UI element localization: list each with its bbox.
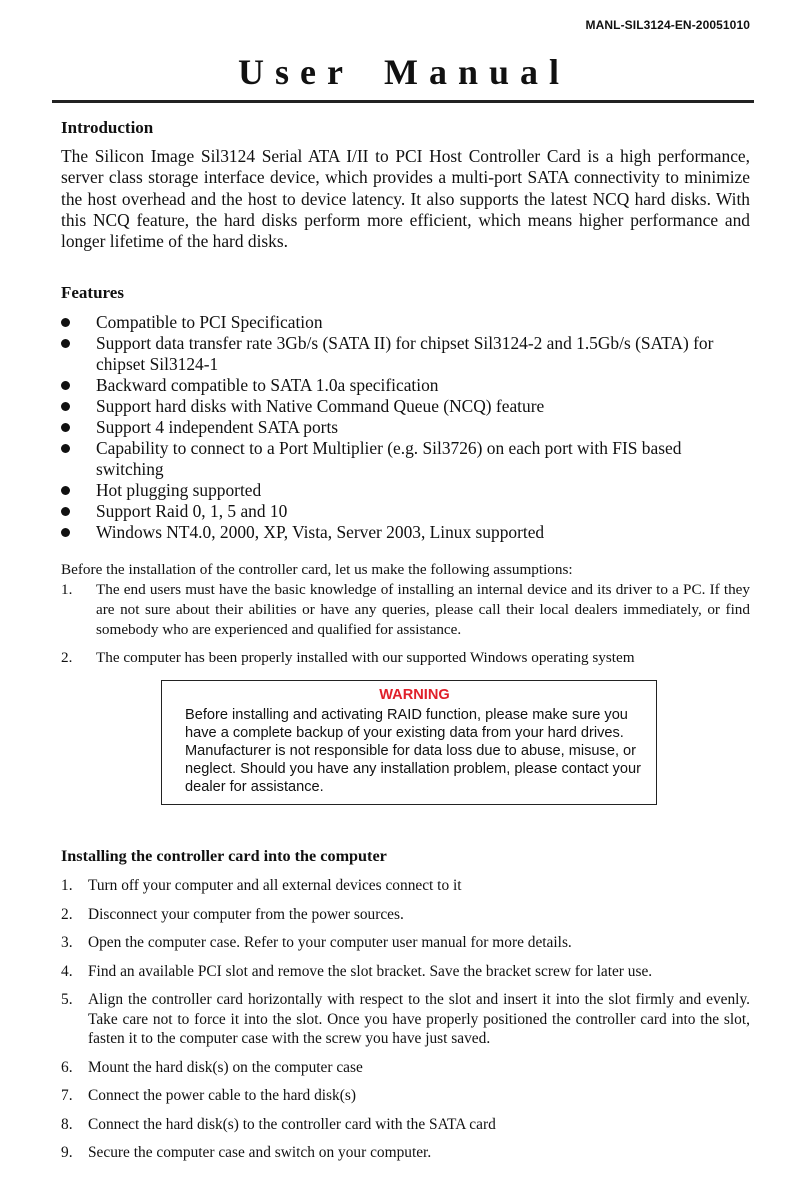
step-number: 5. [61, 991, 73, 1009]
step-number: 2. [61, 905, 73, 923]
feature-item [61, 480, 750, 501]
step-item [61, 1086, 750, 1106]
feature-text: Backward compatible to SATA 1.0a specification [96, 375, 439, 396]
features-section [61, 281, 750, 543]
feature-text: Capability to connect to a Port Multiplier (e.g. Sil3726) on each port with FIS based switching [96, 438, 682, 480]
introduction-heading: Introduction [61, 118, 154, 137]
step-text: Secure the computer case and switch on your computer. [88, 1144, 432, 1162]
step-text: Find an available PCI slot and remove the slot bracket. Save the bracket screw for later use. [88, 962, 653, 980]
bullet-icon [61, 318, 70, 327]
bullet-icon [61, 528, 70, 537]
feature-item [61, 312, 750, 333]
feature-text: Support data transfer rate 3Gb/s (SATA II) for chipset Sil3124-2 and 1.5Gb/s (SATA) for chipset Sil3124-1 [96, 333, 714, 375]
assumptions-section [61, 560, 750, 668]
feature-item [61, 501, 750, 522]
feature-item [61, 333, 750, 375]
assumption-number: 1. [61, 581, 73, 599]
step-item [61, 1143, 750, 1163]
assumptions-list [61, 580, 750, 668]
warning-body: Before installing and activating RAID function, please make sure you have a complete backup of your existing data from your hard drives. Manufacturer is not responsible for data loss due to abuse, misuse, or neglect. Should you have any installation problem, please contact your dealer for assistance. [185, 707, 641, 796]
feature-text: Support 4 independent SATA ports [96, 417, 339, 438]
features-heading: Features [61, 283, 124, 303]
feature-text: Hot plugging supported [96, 480, 262, 501]
step-item [61, 876, 750, 896]
title-word-manual: Manual [383, 52, 570, 92]
bullet-icon [61, 444, 70, 453]
feature-text: Support Raid 0, 1, 5 and 10 [96, 501, 288, 522]
step-number: 1. [61, 877, 73, 895]
step-item [61, 1115, 750, 1135]
feature-item [61, 417, 750, 438]
step-number: 7. [61, 1087, 73, 1105]
title-divider [52, 100, 754, 103]
step-number: 3. [61, 934, 73, 952]
step-item [61, 990, 750, 1049]
bullet-icon [61, 381, 70, 390]
feature-item [61, 396, 750, 417]
assumptions-intro: Before the installation of the controller card, let us make the following assumptions: [61, 561, 573, 579]
bullet-icon [61, 486, 70, 495]
step-item [61, 905, 750, 925]
feature-item [61, 522, 750, 543]
document-body [61, 116, 750, 1163]
bullet-icon [61, 402, 70, 411]
warning-title: WARNING [379, 687, 450, 704]
installing-heading: Installing the controller card into the computer [61, 847, 387, 866]
step-item [61, 1058, 750, 1078]
step-number: 8. [61, 1115, 73, 1133]
step-number: 9. [61, 1144, 73, 1162]
bullet-icon [61, 339, 70, 348]
feature-text: Compatible to PCI Specification [96, 312, 323, 333]
installation-steps [61, 876, 750, 1163]
step-item [61, 933, 750, 953]
feature-item [61, 438, 750, 480]
installing-section [61, 844, 750, 1163]
assumption-item [61, 648, 750, 668]
features-list [61, 312, 750, 543]
introduction-section [61, 116, 750, 252]
introduction-paragraph: The Silicon Image Sil3124 Serial ATA I/II to PCI Host Controller Card is a high performance, server class storage interface device, which provides a multi-port SATA connectivity to minimize the host overhead and the host to device latency. It also supports the latest NCQ hard disks. With this NCQ feature, the hard disks perform more efficient, which means higher performance and longer lifetime of the hard disks. [61, 146, 750, 252]
feature-item [61, 375, 750, 396]
page-title [0, 50, 808, 94]
assumption-item [61, 580, 750, 640]
step-text: Turn off your computer and all external devices connect to it [88, 877, 462, 895]
warning-box [161, 680, 657, 805]
assumption-text: The computer has been properly installed with our supported Windows operating system [96, 649, 635, 667]
bullet-icon [61, 423, 70, 432]
step-text: Disconnect your computer from the power sources. [88, 905, 404, 923]
step-number: 6. [61, 1058, 73, 1076]
step-text: Mount the hard disk(s) on the computer case [88, 1058, 363, 1076]
step-text: Connect the hard disk(s) to the controller card with the SATA card [88, 1115, 496, 1133]
bullet-icon [61, 507, 70, 516]
step-number: 4. [61, 962, 73, 980]
document-code: MANL-SIL3124-EN-20051010 [585, 18, 750, 32]
step-text: Connect the power cable to the hard disk(s) [88, 1087, 356, 1105]
assumption-number: 2. [61, 649, 73, 667]
step-text: Open the computer case. Refer to your computer user manual for more details. [88, 934, 572, 952]
step-text: Align the controller card horizontally with respect to the slot and insert it into the slot firmly and evenly. Take care not to force it into the slot. Once you have properly positioned the controller card into the slot, fasten it to the computer case with the screw you have just saved. [88, 991, 750, 1048]
step-item [61, 962, 750, 982]
assumption-text: The end users must have the basic knowledge of installing an internal device and its driver to a PC. If they are not sure about their abilities or have any queries, please call their local dealers immediately, or find somebody who are experienced and qualified for assistance. [96, 581, 750, 639]
title-word-user: User [238, 52, 354, 92]
feature-text: Support hard disks with Native Command Queue (NCQ) feature [96, 396, 545, 417]
feature-text: Windows NT4.0, 2000, XP, Vista, Server 2003, Linux supported [96, 522, 545, 543]
